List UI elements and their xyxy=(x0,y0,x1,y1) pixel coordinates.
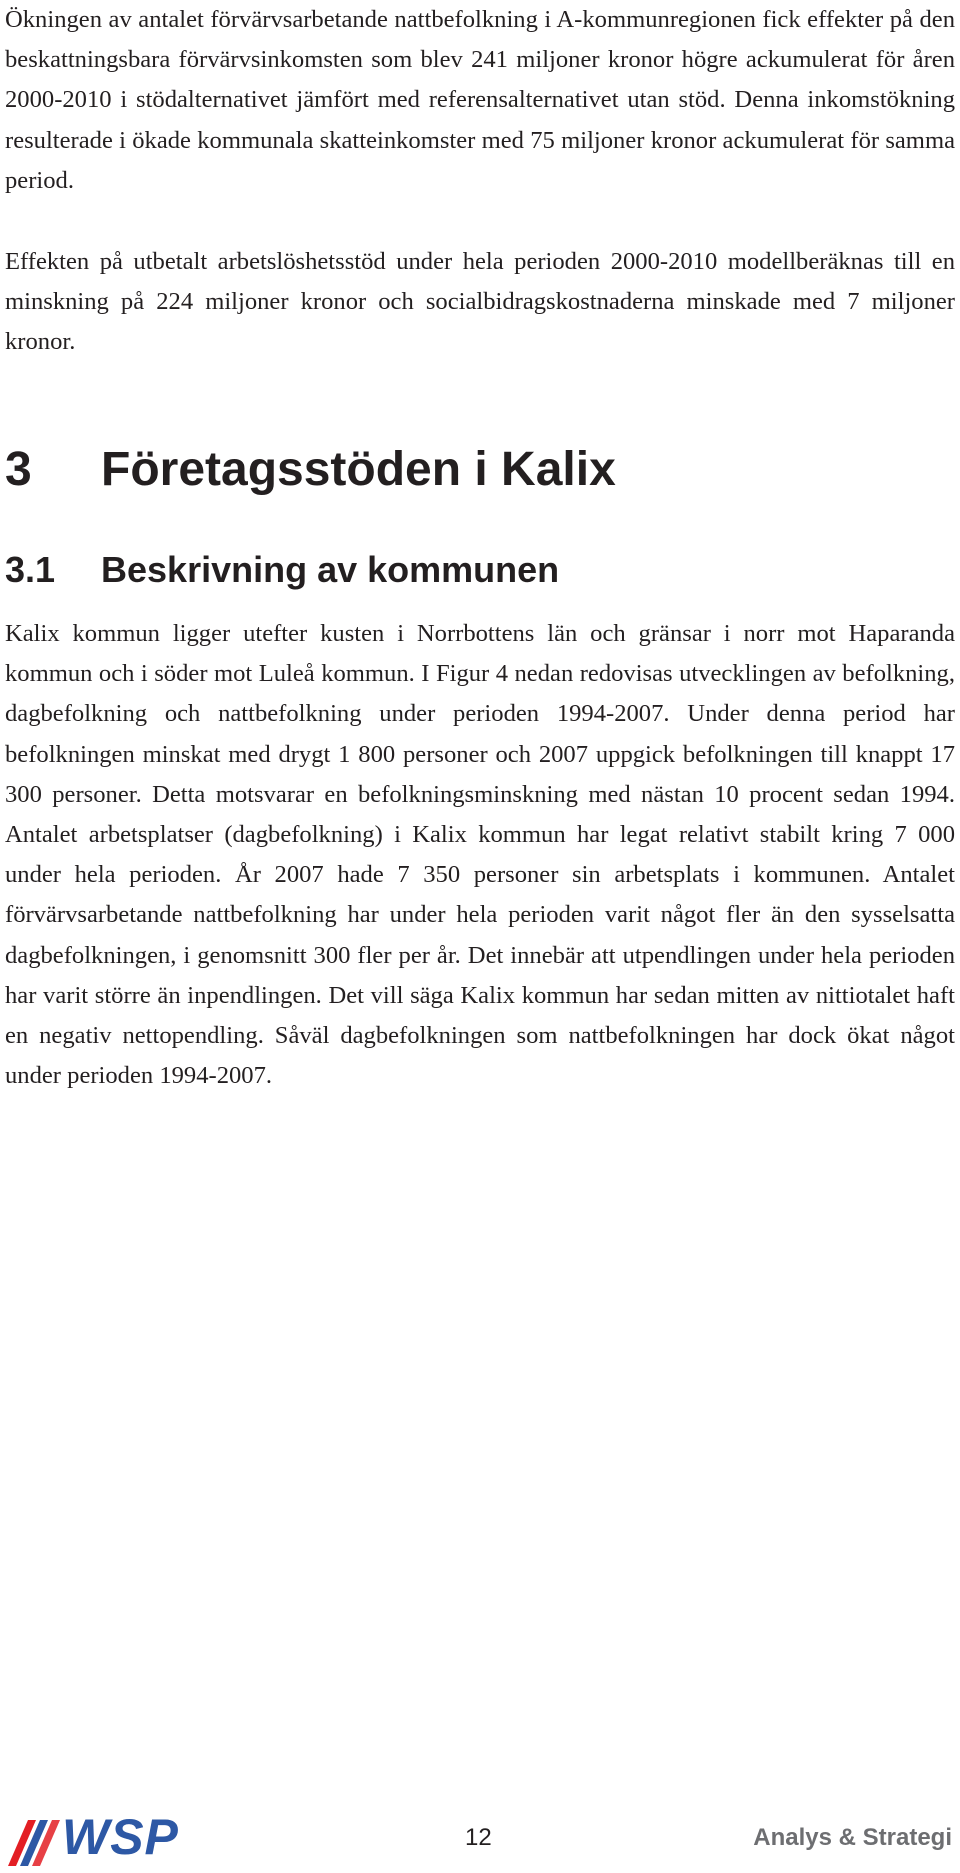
body-paragraph: Kalix kommun ligger utefter kusten i Norrbottens län och gränsar i norr mot Haparanda kommun och i söder mot Luleå kommun. I Figur 4 nedan redovisas utvecklingen av befolkning, dagbefolkning och nattbefolkning under perioden 1994-2007. Under denna period har befolkningen minskat med drygt 1 800 personer och 2007 uppgick befolkningen till knappt 17 300 personer. Detta motsvarar en befolkningsminskning med nästan 10 procent sedan 1994. Antalet arbetsplatser (dagbefolkning) i Kalix kommun har legat relativt stabilt kring 7 000 under hela perioden. År 2007 hade 7 350 personer sin arbetsplats i kommunen. Antalet förvärvsarbetande nattbefolkning har under hela perioden varit något fler än den sysselsatta dagbefolkningen, i genomsnitt 300 fler per år. Det innebär att utpendlingen under hela perioden har varit större än inpendlingen. Det vill säga Kalix kommun har sedan mitten av nittiotalet haft en negativ nettopendling. Såväl dagbefolkningen som nattbefolkningen har dock ökat något under perioden 1994-2007. xyxy=(5,620,955,1090)
subsection-heading xyxy=(5,545,559,595)
footer-section-label: Analys & Strategi xyxy=(753,1824,952,1851)
section-title: Företagsstöden i Kalix xyxy=(101,443,616,496)
page-number: 12 xyxy=(465,1824,492,1851)
subsection-title: Beskrivning av kommunen xyxy=(101,549,560,590)
page-footer xyxy=(0,1800,960,1873)
section-number: 3 xyxy=(5,443,32,496)
wsp-logo-mark-icon xyxy=(6,1810,62,1868)
intro-paragraph-2: Effekten på utbetalt arbetslöshetsstöd under hela perioden 2000-2010 modellberäknas till en minskning på 224 miljoner kronor och socialbidragskostnaderna minskade med 7 miljoner kronor. xyxy=(5,248,955,356)
wsp-logo-text: WSP xyxy=(62,1809,179,1865)
subsection-number: 3.1 xyxy=(5,549,56,590)
intro-paragraph-1: Ökningen av antalet förvärvsarbetande nattbefolkning i A-kommunregionen fick effekter på den beskattningsbara förvärvsinkomsten som blev 241 miljoner kronor högre ackumulerat för åren 2000-2010 i stödalternativet jämfört med referensalternativet utan stöd. Denna inkomstökning resulterade i ökade kommunala skatteinkomster med 75 miljoner kronor ackumulerat för samma period. xyxy=(5,6,955,194)
section-heading xyxy=(5,440,616,500)
wsp-logo xyxy=(6,1810,196,1870)
